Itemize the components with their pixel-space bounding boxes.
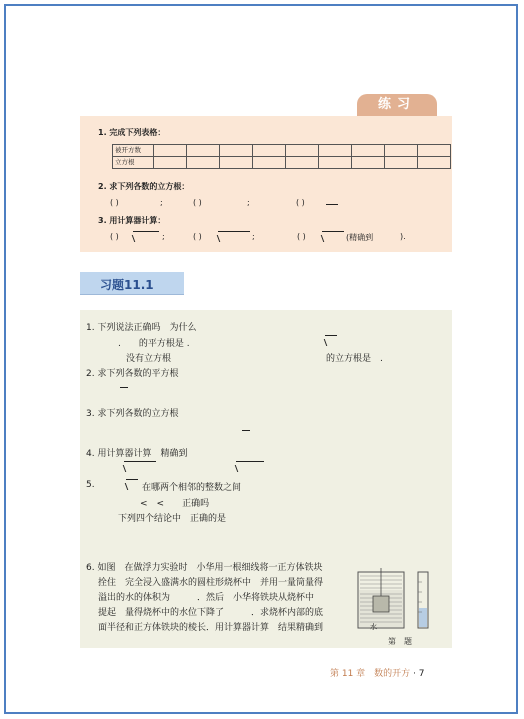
problem-6-line-1: 6. 如图 在做浮力实验时 小华用一根细线将一正方体铁块 — [86, 563, 323, 573]
q2-item-1: ( ) — [110, 198, 119, 207]
figure-water-label: 水 — [370, 623, 377, 631]
exercise-tab: 练习 — [357, 94, 437, 116]
q2-item-3: ( ) — [296, 198, 305, 207]
problem-5b: < < 正确吗 — [140, 499, 210, 509]
radical-sign — [124, 461, 156, 470]
problem-2: 2. 求下列各数的平方根 — [86, 369, 179, 379]
q2-sep-1: ; — [160, 198, 163, 207]
problem-5c: 下列四个结论中 正确的是 — [118, 514, 227, 524]
problem-1: 1. 下列说法正确吗 为什么 — [86, 323, 197, 333]
q3-sep-1: ; — [162, 232, 165, 241]
problem-1b: 没有立方根 — [126, 354, 172, 364]
fraction-bar — [120, 387, 128, 388]
exercise-q1: 1. 完成下列表格： — [98, 128, 166, 137]
problem-5: 5. — [86, 480, 95, 490]
table-head-radicand: 被开方数 — [113, 145, 154, 157]
problem-6-line-5: 面半径和正方体铁块的棱长．用计算器计算 结果精确到 — [98, 623, 324, 633]
chapter-label: 第 11 章 数的开方 — [330, 669, 411, 679]
radical-sign — [218, 231, 250, 240]
page-footer — [330, 666, 425, 679]
radical-sign — [325, 335, 337, 344]
q3-item-2: ( ) — [193, 232, 202, 241]
q2-item-2: ( ) — [193, 198, 202, 207]
q3-end: ). — [400, 232, 406, 241]
page-number: · 7 — [413, 669, 425, 679]
problem-6-line-4: 提起 量得烧杯中的水位下降了 ．求烧杯内部的底 — [98, 608, 324, 618]
exercise-q3: 3. 用计算器计算： — [98, 216, 166, 225]
q3-sep-2: ; — [252, 232, 255, 241]
radical-sign — [126, 479, 138, 488]
problem-4: 4. 用计算器计算 精确到 — [86, 449, 188, 459]
q3-precision: (精确到 — [346, 233, 374, 242]
exercise-q2: 2. 求下列各数的立方根： — [98, 182, 190, 191]
q3-item-3: ( ) — [297, 232, 306, 241]
figure-caption: 第 题 — [388, 637, 412, 646]
table-head-cube-root: 立方根 — [113, 157, 154, 169]
fraction-bar — [326, 204, 338, 205]
radical-sign — [236, 461, 264, 470]
problems-title: 习题11.1 — [100, 278, 154, 292]
q2-sep-2: ; — [247, 198, 250, 207]
problem-3: 3. 求下列各数的立方根 — [86, 409, 179, 419]
problem-1c: 的立方根是 . — [326, 354, 383, 364]
radical-sign — [322, 231, 344, 240]
beaker-figure — [356, 568, 440, 632]
q3-item-1: ( ) — [110, 232, 119, 241]
radical-sign — [133, 231, 159, 240]
fraction-bar — [242, 430, 250, 431]
problem-6-line-2: 拴住 完全浸入盛满水的圆柱形烧杯中 并用一量筒量得 — [98, 578, 324, 588]
problem-1a: . 的平方根是 . — [118, 339, 190, 349]
cube-root-table — [112, 144, 451, 169]
problem-6-line-3: 溢出的水的体积为 ．然后 小华将铁块从烧杯中 — [98, 593, 315, 603]
problem-5a: 在哪两个相邻的整数之间 — [142, 483, 242, 493]
